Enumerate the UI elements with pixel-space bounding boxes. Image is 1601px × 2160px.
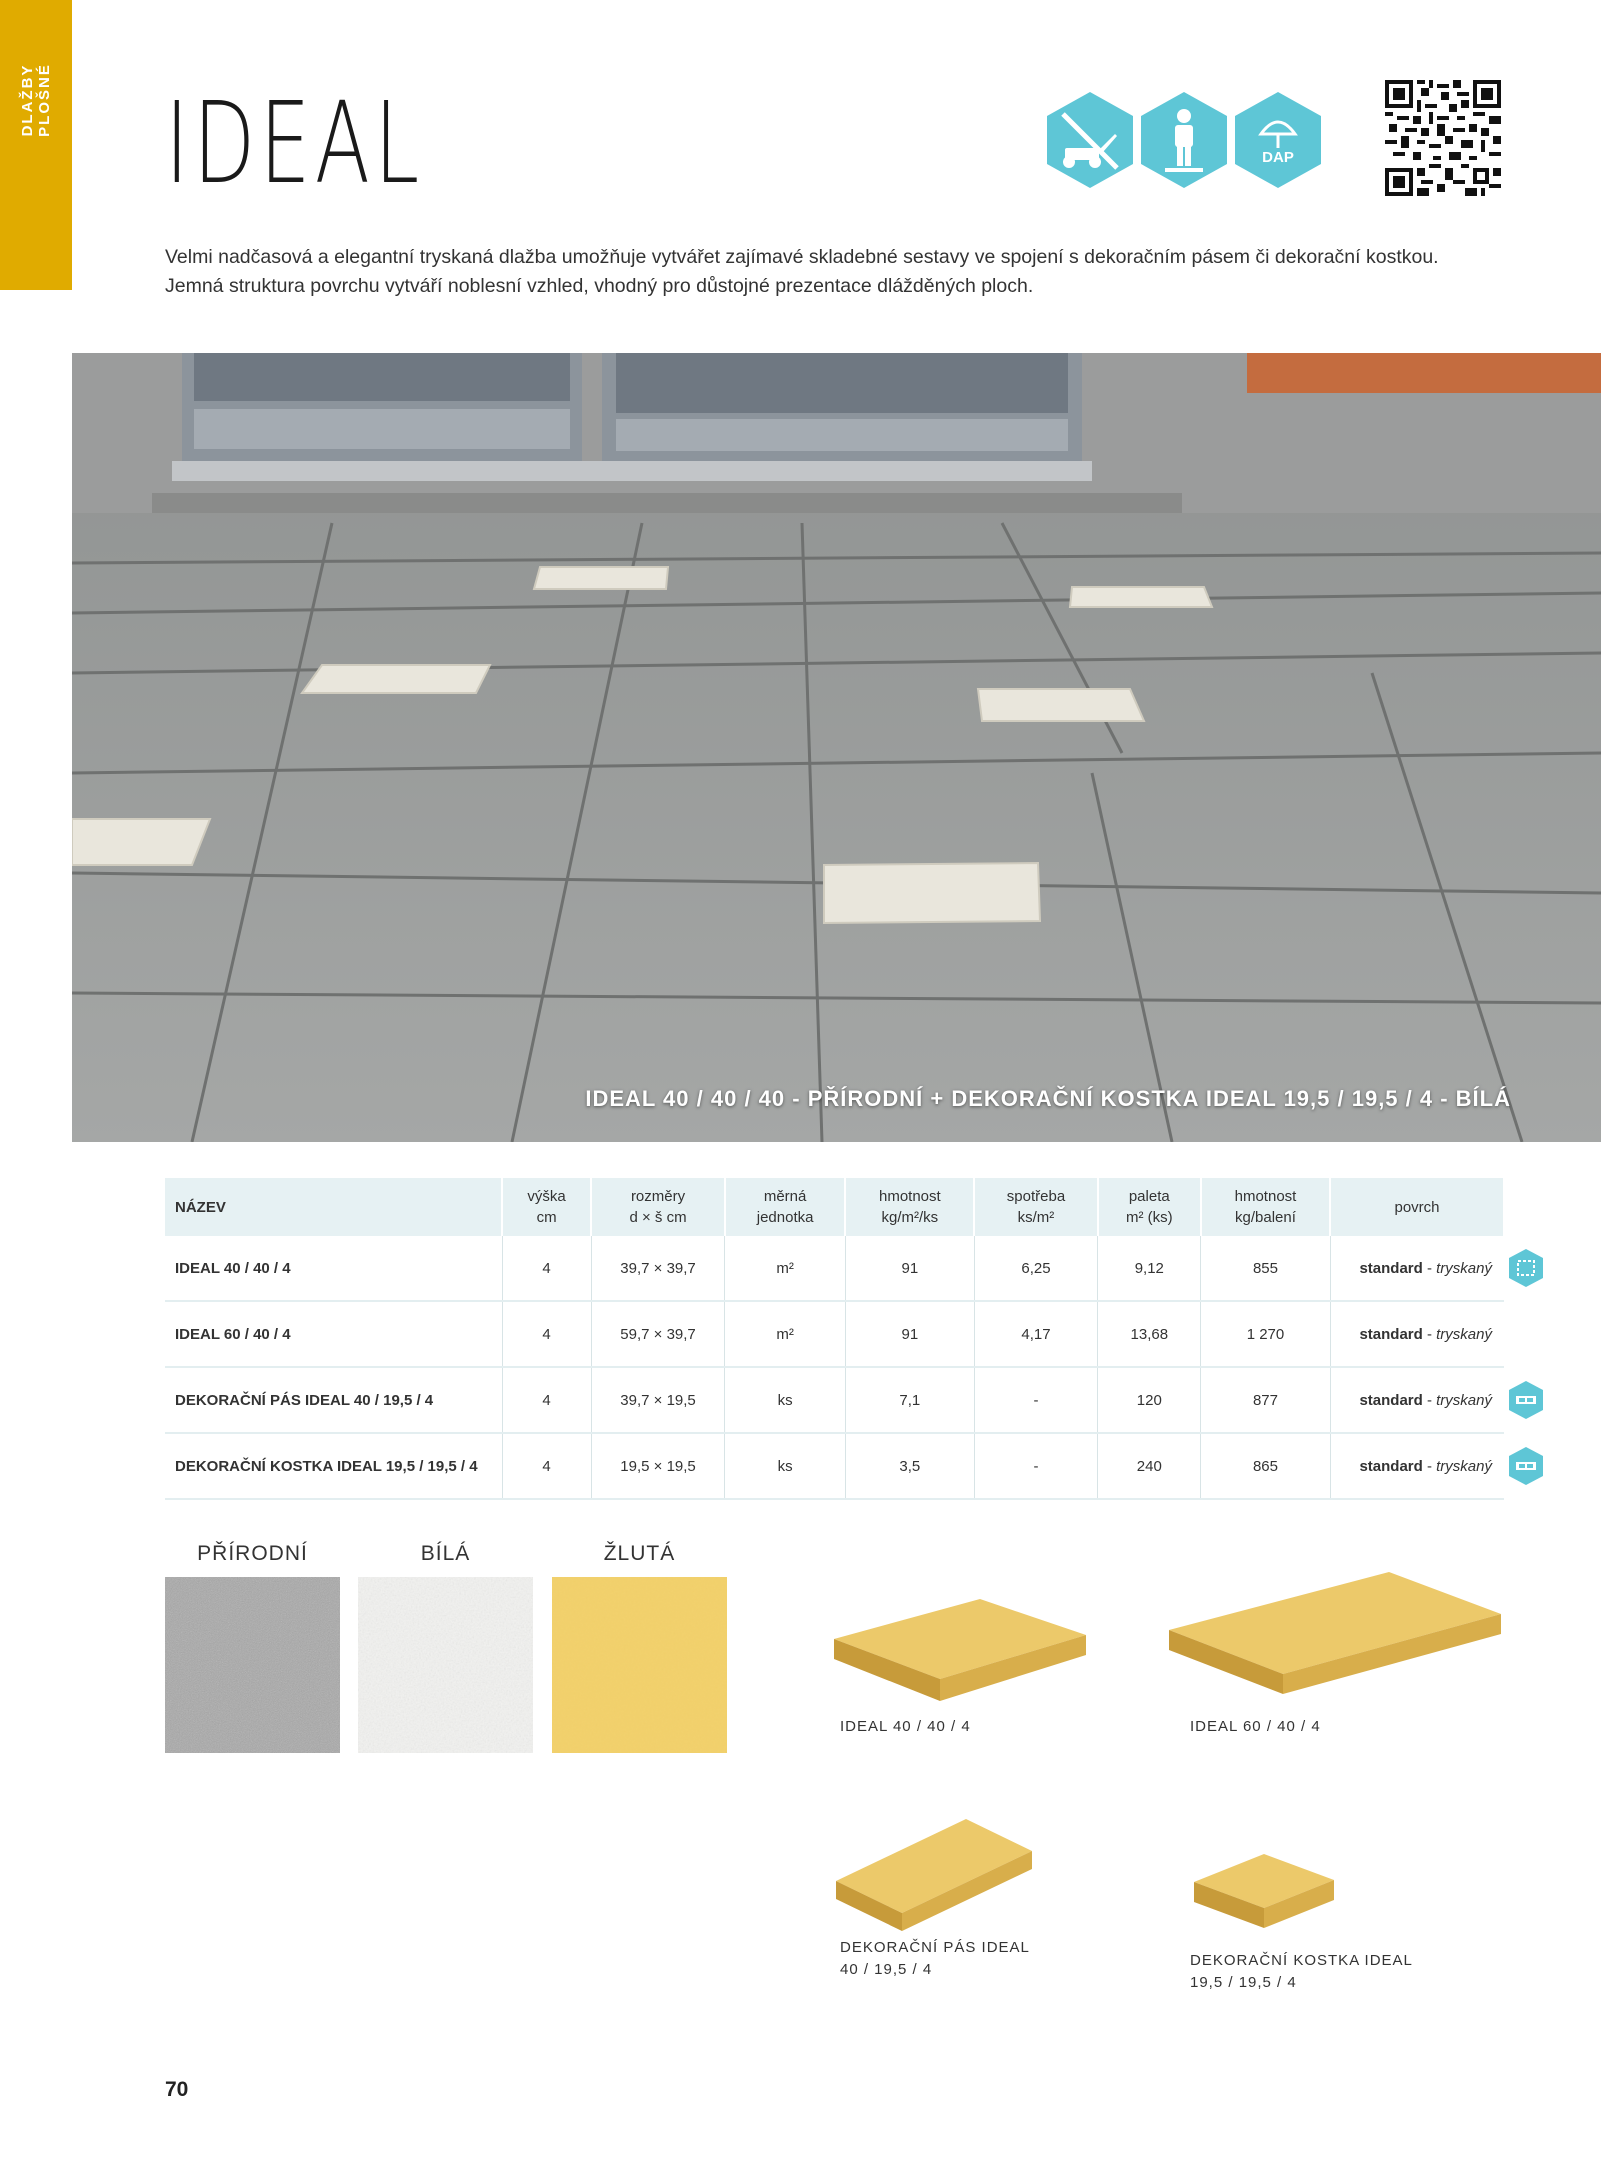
col-hmotnost-l2: kg/m²/ks	[881, 1209, 939, 1226]
povrch-type: tryskaný	[1436, 1391, 1492, 1409]
povrch-sep: -	[1422, 1325, 1437, 1343]
color-label-prirodni: PŘÍRODNÍ	[197, 1542, 308, 1565]
color-swatch-zluta[interactable]	[552, 1577, 727, 1753]
povrch-standard: standard	[1359, 1391, 1423, 1409]
cell-spotreba: 4,17	[974, 1301, 1097, 1367]
col-baleni-l1: hmotnost	[1234, 1188, 1297, 1205]
col-baleni	[1201, 1178, 1330, 1236]
cell-jednotka: m²	[725, 1301, 845, 1367]
col-povrch	[1330, 1178, 1504, 1236]
povrch-standard: standard	[1359, 1325, 1423, 1343]
cell-rozmery: 39,7 × 39,7	[591, 1236, 725, 1301]
col-hmotnost	[845, 1178, 974, 1236]
cell-paleta: 120	[1098, 1367, 1201, 1433]
col-hmotnost-l1: hmotnost	[878, 1188, 941, 1205]
paving-photo-illustration	[72, 353, 1601, 1142]
table-row	[165, 1367, 1504, 1433]
col-vyska	[502, 1178, 591, 1236]
cell-name: IDEAL 60 / 40 / 4	[165, 1301, 502, 1367]
cell-hmotnost: 3,5	[845, 1433, 974, 1499]
cell-name: DEKORAČNÍ PÁS IDEAL 40 / 19,5 / 4	[165, 1367, 502, 1433]
col-paleta-l1: paleta	[1128, 1188, 1170, 1205]
surface-hex-icon	[1508, 1248, 1544, 1288]
photo-caption: IDEAL 40 / 40 / 40 - PŘÍRODNÍ + DEKORAČNÍ KOSTKA IDEAL 19,5 / 19,5 / 4 - BÍLÁ	[585, 1086, 1511, 1111]
qr-code-icon[interactable]	[1385, 80, 1501, 196]
col-spotreba	[974, 1178, 1097, 1236]
col-paleta	[1098, 1178, 1201, 1236]
product-label-dekoracni-kostka	[1190, 1950, 1413, 1994]
cell-jednotka: ks	[725, 1367, 845, 1433]
povrch-type: tryskaný	[1436, 1259, 1492, 1277]
table-header-row	[165, 1178, 1504, 1236]
col-jednotka-l1: měrná	[763, 1188, 807, 1205]
col-baleni-l2: kg/balení	[1235, 1209, 1296, 1226]
col-nazev	[165, 1178, 502, 1236]
cell-name: DEKORAČNÍ KOSTKA IDEAL 19,5 / 19,5 / 4	[165, 1433, 502, 1499]
col-spotreba-l2: ks/m²	[1017, 1209, 1055, 1226]
product-image-dekoracni-pas	[832, 1815, 1042, 1935]
product-label-line1: DEKORAČNÍ KOSTKA IDEAL	[1190, 1952, 1413, 1969]
product-label-ideal-60-40	[1190, 1716, 1321, 1738]
cell-vyska: 4	[502, 1367, 591, 1433]
color-label-zluta: ŽLUTÁ	[603, 1542, 676, 1565]
cell-baleni: 1 270	[1201, 1301, 1330, 1367]
page-number: 70	[165, 2078, 189, 2101]
cell-povrch	[1330, 1236, 1504, 1301]
product-label-line2: 19,5 / 19,5 / 4	[1190, 1974, 1297, 1991]
pedestrian-icon	[1139, 90, 1229, 190]
table-row	[165, 1301, 1504, 1367]
color-swatch-bila[interactable]	[358, 1577, 533, 1753]
cell-name: IDEAL 40 / 40 / 4	[165, 1236, 502, 1301]
col-nazev-label: NÁZEV	[175, 1198, 226, 1216]
col-rozmery	[591, 1178, 725, 1236]
cell-hmotnost: 91	[845, 1301, 974, 1367]
product-label-ideal-40-40	[840, 1716, 971, 1738]
product-image-ideal-60-40	[1165, 1568, 1505, 1708]
product-label-line1: IDEAL 40 / 40 / 4	[840, 1718, 971, 1735]
cell-baleni: 877	[1201, 1367, 1330, 1433]
cell-paleta: 240	[1098, 1433, 1201, 1499]
cell-spotreba: -	[974, 1433, 1097, 1499]
bez-zkoseni-hex-icon	[1508, 1380, 1544, 1420]
hero-photo	[72, 353, 1601, 1142]
product-label-line1: IDEAL 60 / 40 / 4	[1190, 1718, 1321, 1735]
col-spotreba-l1: spotřeba	[1006, 1188, 1066, 1205]
no-heavy-traffic-icon	[1045, 90, 1135, 190]
cell-baleni: 865	[1201, 1433, 1330, 1499]
cell-spotreba: 6,25	[974, 1236, 1097, 1301]
product-image-ideal-40-40	[830, 1595, 1090, 1715]
povrch-sep: -	[1422, 1457, 1437, 1475]
cell-povrch	[1330, 1301, 1504, 1367]
color-label-bila: BÍLÁ	[420, 1542, 471, 1565]
dap-badge-text: DAP	[1262, 149, 1294, 166]
povrch-type: tryskaný	[1436, 1457, 1492, 1475]
page-title: IDEAL	[165, 79, 424, 209]
povrch-sep: -	[1422, 1259, 1437, 1277]
color-swatch-prirodni[interactable]	[165, 1577, 340, 1753]
cell-hmotnost: 7,1	[845, 1367, 974, 1433]
col-rozmery-l2: d × š cm	[629, 1209, 687, 1226]
povrch-sep: -	[1422, 1391, 1437, 1409]
col-povrch-label: povrch	[1394, 1198, 1440, 1216]
section-tab-line1: DLAŽBY	[19, 63, 36, 137]
cell-jednotka: ks	[725, 1433, 845, 1499]
povrch-standard: standard	[1359, 1259, 1423, 1277]
dap-umbrella-icon	[1233, 90, 1323, 190]
povrch-type: tryskaný	[1436, 1325, 1492, 1343]
col-jednotka	[725, 1178, 845, 1236]
cell-vyska: 4	[502, 1236, 591, 1301]
povrch-standard: standard	[1359, 1457, 1423, 1475]
section-tab	[0, 0, 72, 290]
cell-rozmery: 39,7 × 19,5	[591, 1367, 725, 1433]
product-spec-table	[165, 1178, 1505, 1500]
section-tab-line2: PLOŠNÉ	[36, 63, 53, 137]
cell-jednotka: m²	[725, 1236, 845, 1301]
table-row	[165, 1433, 1504, 1499]
intro-line-1: Velmi nadčasová a elegantní tryskaná dlažba umožňuje vytvářet zajímavé skladebné sestavy ve spojení s dekoračním pásem či dekorační kostkou.	[165, 246, 1439, 268]
col-jednotka-l2: jednotka	[756, 1209, 814, 1226]
col-rozmery-l1: rozměry	[630, 1188, 686, 1205]
product-image-dekoracni-kostka	[1190, 1850, 1340, 1934]
bez-zkoseni-hex-icon	[1508, 1446, 1544, 1486]
cell-vyska: 4	[502, 1301, 591, 1367]
product-label-line2: 40 / 19,5 / 4	[840, 1961, 933, 1978]
cell-baleni: 855	[1201, 1236, 1330, 1301]
col-paleta-l2: m² (ks)	[1125, 1209, 1173, 1226]
cell-vyska: 4	[502, 1433, 591, 1499]
cell-povrch	[1330, 1433, 1504, 1499]
cell-rozmery: 19,5 × 19,5	[591, 1433, 725, 1499]
product-label-dekoracni-pas	[840, 1937, 1030, 1981]
product-label-line1: DEKORAČNÍ PÁS IDEAL	[840, 1939, 1030, 1956]
cell-paleta: 9,12	[1098, 1236, 1201, 1301]
col-vyska-l1: výška	[527, 1188, 566, 1205]
intro-text	[165, 243, 1525, 301]
cell-hmotnost: 91	[845, 1236, 974, 1301]
cell-paleta: 13,68	[1098, 1301, 1201, 1367]
cell-rozmery: 59,7 × 39,7	[591, 1301, 725, 1367]
col-vyska-l2: cm	[536, 1209, 557, 1226]
intro-line-2: Jemná struktura povrchu vytváří noblesní vzhled, vhodný pro důstojné prezentace dlážděných ploch.	[165, 275, 1034, 297]
cell-povrch	[1330, 1367, 1504, 1433]
table-row	[165, 1236, 1504, 1301]
section-tab-label	[19, 63, 53, 137]
cell-spotreba: -	[974, 1367, 1097, 1433]
